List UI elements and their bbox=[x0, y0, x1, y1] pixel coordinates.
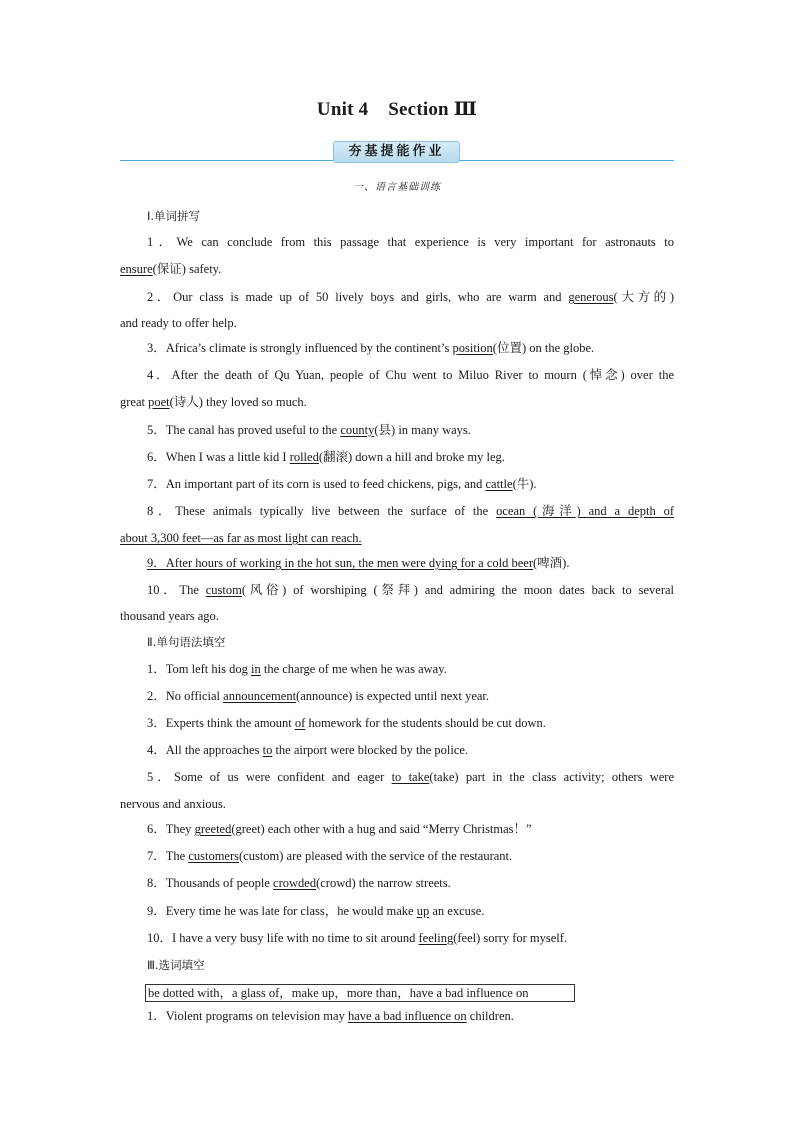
p1-q1-line2 bbox=[120, 261, 674, 277]
text: an excuse. bbox=[429, 904, 485, 918]
answer: customers bbox=[188, 849, 239, 863]
text: (take) part in the class activity; others were bbox=[429, 770, 674, 784]
text: 8．Thousands of people bbox=[147, 876, 274, 890]
text: (翻滚) down a hill and broke my leg. bbox=[318, 450, 505, 464]
p1-q6 bbox=[147, 449, 674, 465]
text: 3．Africa’s climate is strongly influenced by the continent’s bbox=[147, 341, 453, 355]
text: (greet) each other with a hug and said “Merry Christmas！” bbox=[231, 822, 532, 836]
text: 4．All the approaches bbox=[147, 743, 263, 757]
text: (custom) are pleased with the service of the restaurant. bbox=[239, 849, 513, 863]
text: 10．I have a very busy life with no time to sit around bbox=[147, 931, 419, 945]
text: (牛). bbox=[512, 477, 537, 491]
word-bank-box: be dotted with，a glass of，make up，more than，have a bad influence on bbox=[145, 984, 575, 1002]
p1-q7 bbox=[147, 476, 674, 492]
answer: feeling bbox=[418, 931, 454, 945]
answer: to take bbox=[391, 770, 430, 784]
part3-title: Ⅲ.选词填空 bbox=[147, 958, 205, 972]
p2-q5-line1 bbox=[147, 769, 674, 785]
homework-badge: 夯基提能作业 bbox=[333, 141, 460, 163]
answer: announcement bbox=[223, 689, 297, 703]
text: 6．When I was a little kid I bbox=[147, 450, 290, 464]
answer: crowded bbox=[273, 876, 317, 890]
p1-q10-line1 bbox=[147, 582, 674, 598]
p1-q8-line2 bbox=[120, 530, 674, 546]
answer: up bbox=[416, 904, 430, 918]
text: (crowd) the narrow streets. bbox=[316, 876, 451, 890]
text: 7．The bbox=[147, 849, 189, 863]
text: 9．Every time he was late for class，he would make bbox=[147, 904, 417, 918]
answer: ensure bbox=[120, 262, 153, 276]
p1-q2-line2: and ready to offer help. bbox=[120, 316, 237, 330]
answer: of bbox=[294, 716, 306, 730]
unit-label: Unit 4 bbox=[316, 99, 369, 120]
text: (啤酒). bbox=[533, 556, 570, 570]
p2-q3 bbox=[147, 715, 674, 731]
answer: to bbox=[262, 743, 273, 757]
text: (位置) on the globe. bbox=[492, 341, 595, 355]
text: 3．Experts think the amount bbox=[147, 716, 295, 730]
text: children. bbox=[466, 1009, 514, 1023]
text: (大方的) bbox=[613, 290, 674, 304]
text: 10．The bbox=[147, 583, 206, 597]
text: 1．Tom left his dog bbox=[147, 662, 251, 676]
p2-q2 bbox=[147, 688, 674, 704]
p2-q5-line2: nervous and anxious. bbox=[120, 797, 226, 811]
answer: poet bbox=[148, 395, 170, 409]
p3-q1 bbox=[147, 1008, 674, 1024]
answer: custom bbox=[205, 583, 242, 597]
answer: ocean (海洋) and a depth of bbox=[496, 504, 675, 518]
p1-q3 bbox=[147, 340, 674, 356]
text: 5．Some of us were confident and eager bbox=[147, 770, 392, 784]
answer: have a bad influence on bbox=[347, 1009, 467, 1023]
p2-q9 bbox=[147, 903, 674, 919]
text: 5．The canal has proved useful to the bbox=[147, 423, 341, 437]
text: great bbox=[120, 395, 149, 409]
text: (县) in many ways. bbox=[374, 423, 471, 437]
text: 2．Our class is made up of 50 lively boys and girls, who are warm and bbox=[147, 290, 569, 304]
text: (诗人) they loved so much. bbox=[169, 395, 307, 409]
text: homework for the students should be cut down. bbox=[305, 716, 546, 730]
p1-q4-line2 bbox=[120, 394, 674, 410]
answer: greeted bbox=[194, 822, 232, 836]
text: (保证) safety. bbox=[152, 262, 222, 276]
section-subheading: 一、语言基础训练 bbox=[353, 182, 441, 193]
answer: county bbox=[340, 423, 375, 437]
answer: in bbox=[250, 662, 261, 676]
p1-q2-line1 bbox=[147, 289, 674, 305]
text: (announce) is expected until next year. bbox=[296, 689, 490, 703]
text: 1．Violent programs on television may bbox=[147, 1009, 348, 1023]
answer: position bbox=[452, 341, 493, 355]
text: the airport were blocked by the police. bbox=[272, 743, 469, 757]
text: (feel) sorry for myself. bbox=[453, 931, 568, 945]
answer: cattle bbox=[485, 477, 513, 491]
part2-title: Ⅱ.单句语法填空 bbox=[147, 635, 226, 649]
p2-q1 bbox=[147, 661, 674, 677]
p2-q4 bbox=[147, 742, 674, 758]
text: 2．No official bbox=[147, 689, 224, 703]
text: 8．These animals typically live between the surface of the bbox=[147, 504, 497, 518]
p1-q9 bbox=[147, 555, 674, 571]
part1-title: Ⅰ.单词拼写 bbox=[147, 209, 201, 223]
p2-q6 bbox=[147, 821, 674, 837]
text: the charge of me when he was away. bbox=[260, 662, 447, 676]
p1-q8-line1 bbox=[147, 503, 674, 519]
p1-q5 bbox=[147, 422, 674, 438]
answer: about 3,300 feet—as far as most light can reach. bbox=[120, 531, 362, 545]
answer: generous bbox=[568, 290, 614, 304]
answer: rolled bbox=[289, 450, 319, 464]
section-label: Section Ⅲ bbox=[388, 99, 478, 120]
text: 6．They bbox=[147, 822, 195, 836]
p2-q10 bbox=[147, 930, 674, 946]
p2-q7 bbox=[147, 848, 674, 864]
p1-q4-line1: 4．After the death of Qu Yuan, people of Chu went to Miluo River to mourn (悼念) over the bbox=[147, 368, 674, 382]
page-title bbox=[0, 98, 794, 121]
text: 7．An important part of its corn is used to feed chickens, pigs, and bbox=[147, 477, 486, 491]
answer: 9．After hours of working in the hot sun, the men were dying for a cold beer bbox=[147, 556, 534, 570]
p1-q1-line1: 1．We can conclude from this passage that experience is very important for astronauts to bbox=[147, 235, 674, 249]
text: (风俗) of worshiping (祭拜) and admiring the moon dates back to several bbox=[241, 583, 675, 597]
p1-q10-line2: thousand years ago. bbox=[120, 609, 219, 623]
p2-q8 bbox=[147, 875, 674, 891]
